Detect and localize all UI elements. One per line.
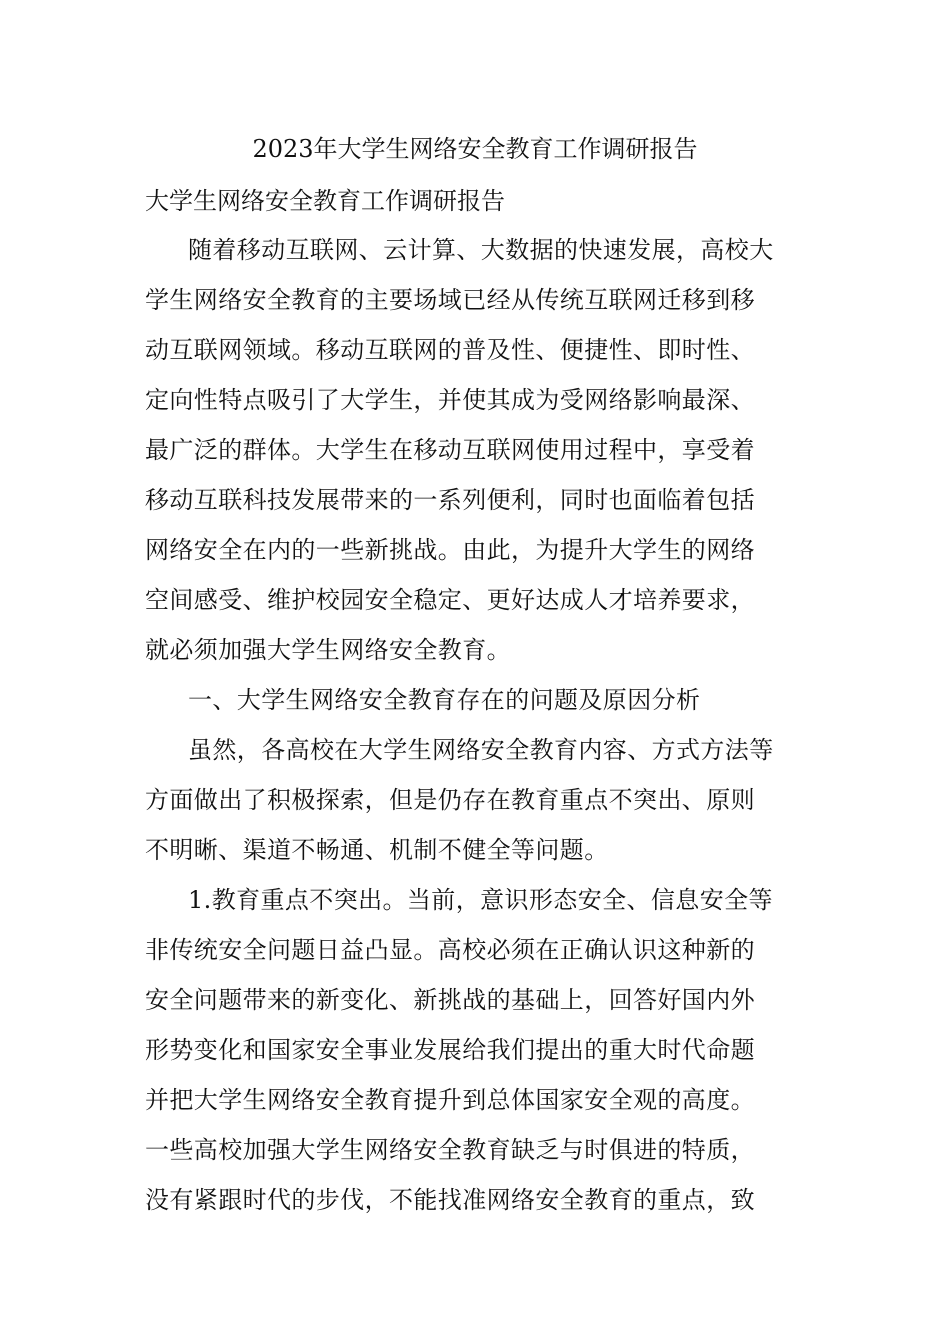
document-title: 2023年大学生网络安全教育工作调研报告 — [252, 135, 698, 163]
document-subtitle: 大学生网络安全教育工作调研报告 — [145, 187, 505, 215]
paragraph-line: 学生网络安全教育的主要场域已经从传统互联网迁移到移 — [145, 286, 755, 314]
paragraph-line: 就必须加强大学生网络安全教育。 — [145, 636, 511, 664]
paragraph-line: 移动互联科技发展带来的一系列便利，同时也面临着包括 — [145, 486, 755, 514]
paragraph-line: 虽然，各高校在大学生网络安全教育内容、方式方法等 — [188, 736, 774, 764]
section-heading: 一、大学生网络安全教育存在的问题及原因分析 — [188, 686, 701, 714]
paragraph-line: 1.教育重点不突出。当前，意识形态安全、信息安全等 — [188, 886, 773, 914]
paragraph-line: 动互联网领域。移动互联网的普及性、便捷性、即时性、 — [145, 336, 755, 364]
paragraph-line: 最广泛的群体。大学生在移动互联网使用过程中，享受着 — [145, 436, 755, 464]
paragraph-line: 非传统安全问题日益凸显。高校必须在正确认识这种新的 — [145, 936, 755, 964]
paragraph-line: 方面做出了积极探索，但是仍存在教育重点不突出、原则 — [145, 786, 755, 814]
paragraph-line: 随着移动互联网、云计算、大数据的快速发展，高校大 — [188, 236, 774, 264]
paragraph-line: 并把大学生网络安全教育提升到总体国家安全观的高度。 — [145, 1086, 755, 1114]
paragraph-line: 一些高校加强大学生网络安全教育缺乏与时俱进的特质， — [145, 1136, 755, 1164]
paragraph-line: 安全问题带来的新变化、新挑战的基础上，回答好国内外 — [145, 986, 755, 1014]
paragraph-line: 空间感受、维护校园安全稳定、更好达成人才培养要求， — [145, 586, 755, 614]
paragraph-line: 形势变化和国家安全事业发展给我们提出的重大时代命题 — [145, 1036, 755, 1064]
paragraph-line: 定向性特点吸引了大学生，并使其成为受网络影响最深、 — [145, 386, 755, 414]
paragraph-line: 不明晰、渠道不畅通、机制不健全等问题。 — [145, 836, 609, 864]
paragraph-line: 网络安全在内的一些新挑战。由此，为提升大学生的网络 — [145, 536, 755, 564]
paragraph-line: 没有紧跟时代的步伐，不能找准网络安全教育的重点，致 — [145, 1186, 755, 1214]
